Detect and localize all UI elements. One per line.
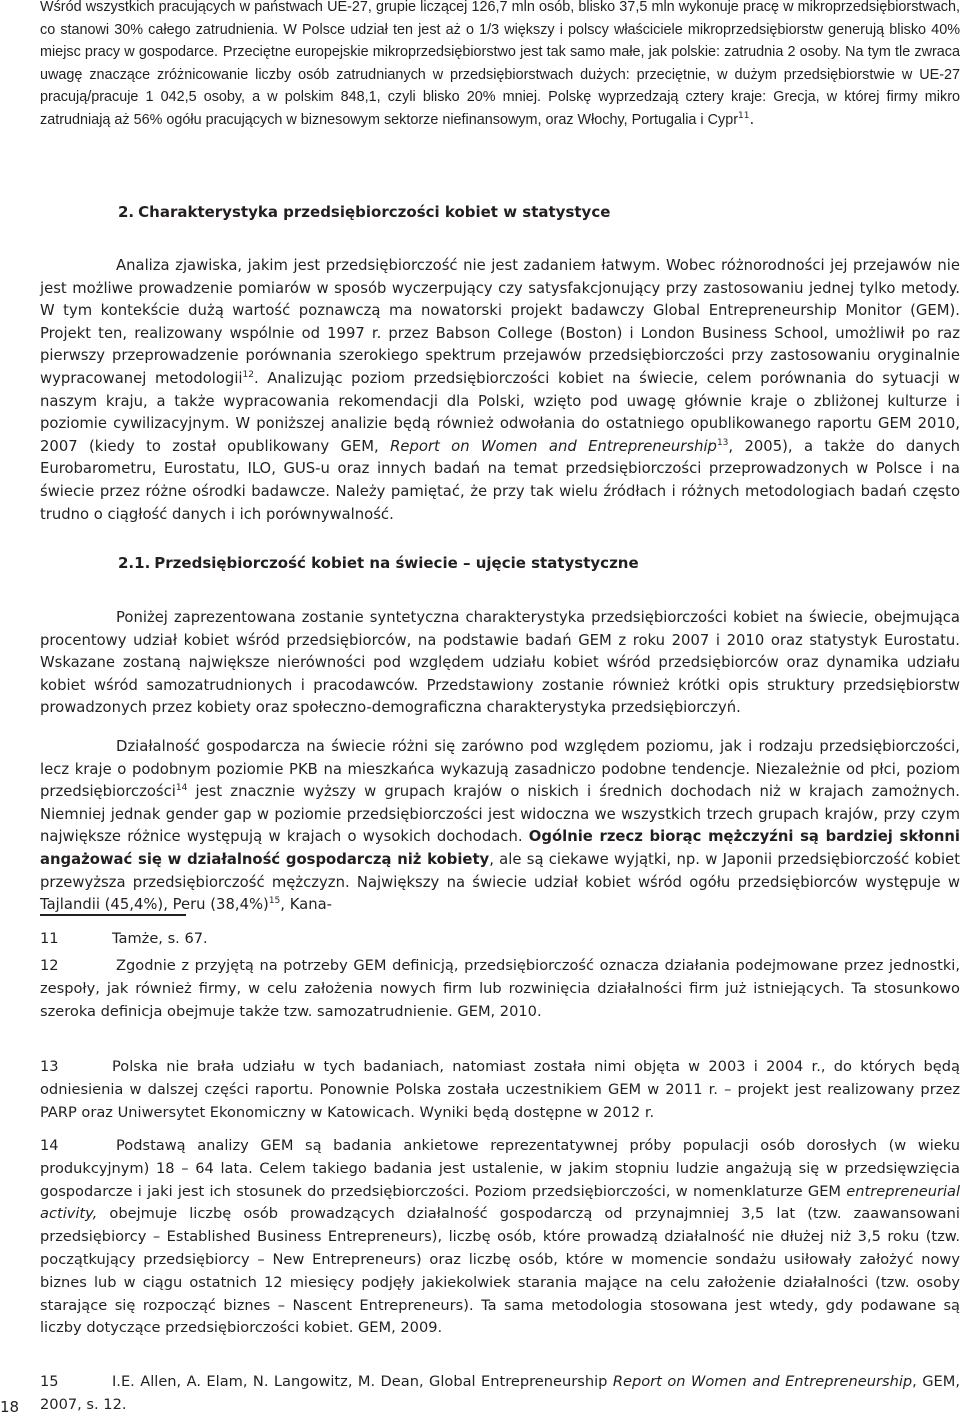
footnote-separator <box>40 914 186 916</box>
footnote-ref-14: 14 <box>175 783 188 794</box>
footnote-14-text-a: Podstawą analizy GEM są badania ankietowe reprezentatywnej próby populacji osób dorosłych (w wieku produkcyjnym) 18 – 64 lata. Celem takiego badania jest ustalenie, w jakim stopniu ludzie angażują się w przedsięwzięcia gospodarcze i jaki jest ich stosunek do przedsiębiorczości. Poziom przedsiębiorczości, w nomenklaturze GEM <box>40 1137 960 1200</box>
report-title-italic: Report on Women and Entrepreneurship <box>390 437 717 455</box>
intro-text-b: Przeciętne europejskie mikroprzedsiębiorstwo jest tak samo małe, jak polskie: zatrudnia 2 osoby. Na tym tle zwraca uwagę znaczące zróżnicowanie liczby osób zatrudnianych w przedsiębiorstwach dużych: przeciętnie, w dużym przedsiębiorstwie w UE-27 pracują/pracuje 1 042,5 osoby, a w polskim 848,1, czyli blisko 20% mniej. Polskę wyprzedzają cztery kraje: Grecja, w której firmy mikro zatrudniają aż 56% ogółu pracujących w biznesowym sektorze niefinansowym, oraz Włochy, Portugalia i Cypr <box>40 44 960 128</box>
bold-statement: Ogólnie rzecz biorąc mężczyźni są bardziej skłonni angażować się w działalność gospodarczą niż kobiety <box>40 828 960 868</box>
section-2-1-text-d: , Kana- <box>280 896 332 914</box>
page-number: 18 <box>0 1398 20 1416</box>
footnote-11 <box>40 928 960 951</box>
section-2-1-number: 2.1. <box>118 554 151 572</box>
section-2-1-heading <box>118 554 639 572</box>
section-2-text-a: Analiza zjawiska, jakim jest przedsiębiorczość nie jest zadaniem łatwym. Wobec różnorodności jej przejawów nie jest możliwe prowadzenie pomiarów w sposób wyczerpujący czy satysfakcjonujący przy zastosowaniu jednej tylko metody. W tym kontekście dużą wartość poznawczą ma nowatorski projekt badawczy Global Entrepreneurship Monitor (GEM). Projekt ten, realizowany wspólnie od 1997 r. przez Babson College (Boston) i London Business School, umożliwił po raz pierwszy przeprowadzenie porównania szerokiego spektrum przejawów przedsiębiorczości przy zastosowaniu oryginalnie wypracowanej metodologii <box>40 257 960 387</box>
footnote-15-text-a: I.E. Allen, A. Elam, N. Langowitz, M. Dean, Global Entrepreneurship <box>112 1373 613 1390</box>
section-2-1-paragraph-2 <box>40 736 960 917</box>
footnote-ref-11: 11 <box>738 111 750 122</box>
footnote-15 <box>40 1371 960 1417</box>
footnote-12-number: 12 <box>40 957 59 974</box>
footnote-ref-15: 15 <box>268 896 281 907</box>
intro-paragraph <box>40 0 960 132</box>
intro-end: . <box>749 110 755 128</box>
footnote-ref-12: 12 <box>242 370 254 381</box>
section-2-text-c: , 2005), a także do danych Eurobarometru, Eurostatu, ILO, GUS-u oraz innych badań na temat przedsiębiorczości przeprowadzonych w Polsce i na świecie przez różne ośrodki badawcze. Należy pamiętać, że przy tak wielu źródłach i różnych metodologiach badań często trudno o ciągłość danych i ich porównywalność. <box>40 437 960 523</box>
section-2-paragraph <box>40 255 960 526</box>
footnote-14 <box>40 1135 960 1340</box>
section-2-1-title: Przedsiębiorczość kobiet na świecie – ujęcie statystyczne <box>154 554 639 572</box>
section-2-1-text-b: jest znacznie wyższy w grupach krajów o niskich i średnich dochodach niż w krajach zamożnych. Niemniej jednak gender gap w poziomie przedsiębiorczości jest widoczna we wszystkich trzech grupach krajów, przy czym największe różnice występują w krajach o wysokich dochodach. <box>40 783 960 846</box>
footnote-ref-13: 13 <box>716 437 729 448</box>
footnote-13-text: Polska nie brała udziału w tych badaniach, natomiast została nimi objęta w 2003 i 2004 r., do których będą odniesienia w dalszej części raportu. Ponownie Polska została uczestnikiem GEM w 2011 r. – projekt jest realizowany przez PARP oraz Uniwersytet Ekonomiczny w Katowicach. Wyniki będą dostępne w 2012 r. <box>40 1058 960 1121</box>
footnote-11-number: 11 <box>40 930 59 947</box>
section-2-title: Charakterystyka przedsiębiorczości kobiet w statystyce <box>138 203 611 221</box>
intro-text-a: Wśród wszystkich pracujących w państwach UE-27, grupie liczącej 126,7 mln osób, blisko 37,5 mln wykonuje pracę w mikroprzedsiębiorstwach, co stanowi 30% całego zatrudnienia. W Polsce udział ten jest aż o 1/3 większy i polscy właściciele mikroprzedsiębiorstw generują blisko 40% miejsc pracy w gospodarce. <box>40 0 960 61</box>
footnote-15-text-b: , GEM, 2007, s. 12. <box>40 1373 960 1413</box>
section-2-text-b: . Analizując poziom przedsiębiorczości kobiet na świecie, celem porównania do sytuacji w naszym kraju, a także wypracowania rekomendacji dla Polski, wzięto pod uwagę głównie kraje o zbliżonej kulturze i poziomie cywilizacyjnym. W poniższej analizie będą również odwołania do ostatniego opublikowanego raportu GEM 2010, 2007 (kiedy to został opublikowany GEM, <box>40 369 960 455</box>
footnote-14-text-b: obejmuje liczbę osób prowadzących działalność gospodarczą od przynajmniej 3,5 lat (tzw. zaawansowani przedsiębiorcy – Established Business Entrepreneurs), liczbę osób, które prowadzą działalność nie dłużej niż 3,5 roku (tzw. początkujący przedsiębiorcy – New Entrepreneurs) oraz liczbę osób, które w momencie sondażu usiłowały założyć nowy biznes lub w ciągu ostatnich 12 miesięcy podjęły jakiekolwiek starania mające na celu założenie działalności (tzw. osoby starające się rozpocząć biznes – Nascent Entrepreneurs). Ta sama metodologia stosowana jest wtedy, gdy podawane są liczby dotyczące przedsiębiorczości kobiet. GEM, 2009. <box>40 1205 960 1337</box>
section-2-number: 2. <box>118 203 135 221</box>
footnote-14-number: 14 <box>40 1137 59 1154</box>
section-2-1-text-a: Działalność gospodarcza na świecie różni się zarówno pod względem poziomu, jak i rodzaju przedsiębiorczości, lecz kraje o podobnym poziomie PKB na mieszkańca wykazują zasadniczo podobne tendencje. Niezależnie od płci, poziom przedsiębiorczości <box>40 738 960 801</box>
footnote-12-text: Zgodnie z przyjętą na potrzeby GEM definicją, przedsiębiorczość oznacza działania podejmowane przez jednostki, zespoły, jak również firmy, w celu założenia nowych firm lub rozwinięcia działalności firm już istniejących. Ta stosunkowo szeroka definicja obejmuje także tzw. samozatrudnienie. GEM, 2010. <box>40 957 960 1020</box>
footnote-14-italic: entrepreneurial activity, <box>40 1182 960 1223</box>
footnote-15-number: 15 <box>40 1373 59 1390</box>
footnote-13-number: 13 <box>40 1058 59 1075</box>
footnote-11-text: Tamże, s. 67. <box>112 930 208 947</box>
footnote-12 <box>40 955 960 1023</box>
section-2-1-paragraph-1: Poniżej zaprezentowana zostanie syntetyczna charakterystyka przedsiębiorczości kobiet na świecie, obejmująca procentowy udział kobiet wśród przedsiębiorców, na podstawie badań GEM z roku 2007 i 2010 oraz statystyk Eurostatu. Wskazane zostaną największe nierówności pod względem udziału kobiet wśród przedsiębiorców oraz dynamika udziału kobiet wśród samozatrudnionych i pracodawców. Przedstawiony zostanie również krótki opis struktury przedsiębiorstw prowadzonych przez kobiety oraz społeczno-demograficzna charakterystyka przedsiębiorczyń. <box>40 609 960 717</box>
footnote-13 <box>40 1056 960 1124</box>
footnote-15-italic: Report on Women and Entrepreneurship <box>612 1373 913 1390</box>
section-2-heading <box>118 203 610 221</box>
section-2-1-text-c: , ale są ciekawe wyjątki, np. w Japonii przedsiębiorczość kobiet przewyższa przedsiębiorczość mężczyzn. Największy na świecie udział kobiet wśród ogółu przedsiębiorców występuje w Tajlandii (45,4%), Peru (38,4%) <box>40 850 960 914</box>
